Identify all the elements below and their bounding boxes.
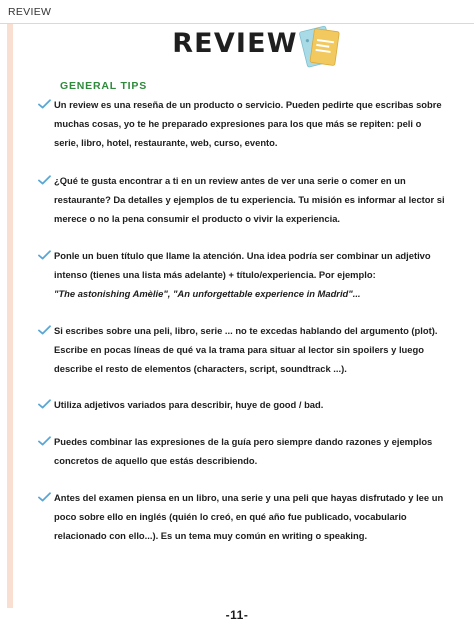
header-divider — [0, 23, 474, 24]
check-icon — [38, 492, 51, 502]
tip-text: Ponle un buen título que llame la atención. Una idea podría ser combinar un adjetivo intenso (tienes una lista más adelante) + título/experiencia. Por ejemplo: — [54, 250, 431, 280]
tip-item — [38, 432, 448, 470]
tip-item — [38, 171, 448, 228]
check-icon — [38, 99, 51, 109]
tip-example: "The astonishing Amèlie", "An unforgettable experience in Madrid"... — [54, 288, 361, 299]
tip-item — [38, 95, 448, 152]
check-icon — [38, 250, 51, 260]
check-icon — [38, 436, 51, 446]
page-title: REVIEW — [172, 28, 298, 59]
tip-text: Antes del examen piensa en un libro, una serie y una peli que hayas disfrutado y lee un poco sobre ello en inglés (quién lo creó, en qué año fue publicado, vocabulario relacionado con ello...). Es un tema muy común en writing o speaking. — [54, 492, 444, 541]
tip-item — [38, 488, 448, 545]
tip-text: Utiliza adjetivos variados para describir, huye de good / bad. — [54, 399, 324, 410]
tip-text: Puedes combinar las expresiones de la guía pero siempre dando razones y ejemplos concretos de aquello que estás describiendo. — [54, 436, 433, 466]
decorative-side-bar — [7, 24, 13, 608]
check-icon — [38, 399, 51, 409]
tip-item — [38, 321, 448, 378]
tip-text: Si escribes sobre una peli, libro, serie ... no te excedas hablando del argumento (plot). Escribe en pocas líneas de qué va la trama para situar al lector sin spoilers y luego describe el resto de elementos (characters, script, soundtrack ...). — [54, 325, 438, 374]
books-icon — [294, 16, 344, 72]
tip-text: Un review es una reseña de un producto o servicio. Pueden pedirte que escribas sobre muchas cosas, yo te he preparado expresiones para los que más se repiten: peli o serie, libro, hotel, restaurante, web, curso, evento. — [54, 99, 442, 148]
tip-text: ¿Qué te gusta encontrar a ti en un review antes de ver una serie o comer en un restaurante? Da detalles y ejemplos de tu experiencia. Tu misión es informar al lector si merece o no la pena consumir el producto o vivir la experiencia. — [54, 175, 445, 224]
section-heading: GENERAL TIPS — [60, 80, 148, 92]
tip-item — [38, 395, 448, 414]
tip-item — [38, 246, 448, 303]
check-icon — [38, 325, 51, 335]
header-label: REVIEW — [8, 6, 52, 18]
page-number: -11- — [225, 608, 249, 622]
check-icon — [38, 175, 51, 185]
